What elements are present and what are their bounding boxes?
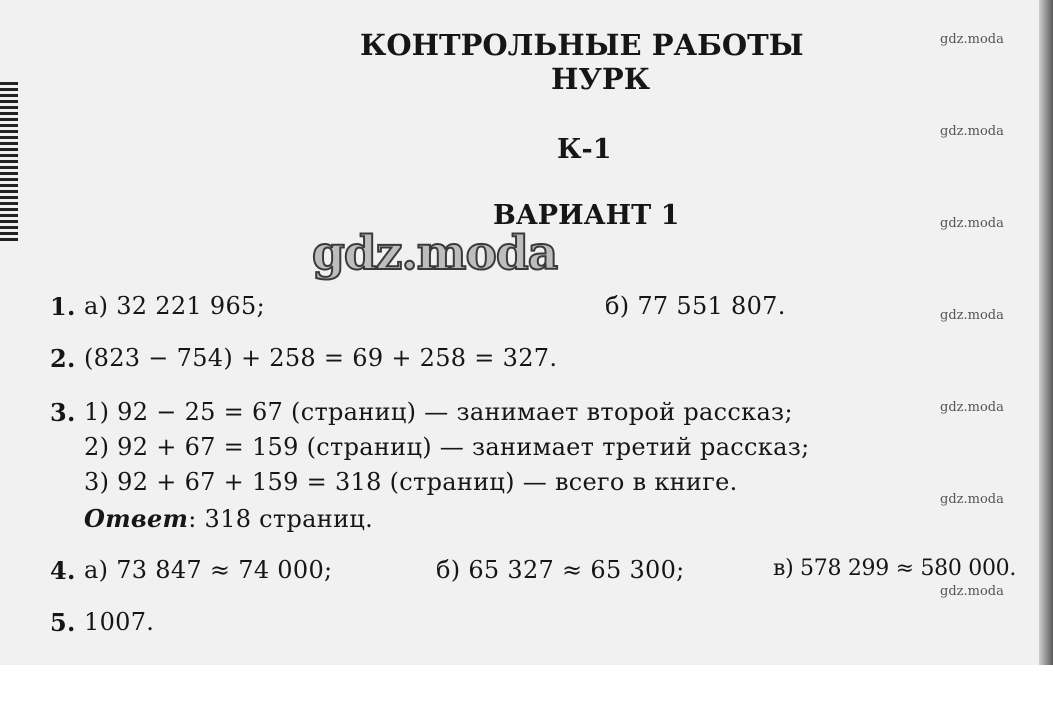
question-number: 1. [50, 292, 76, 321]
variant-label: ВАРИАНТ 1 [493, 200, 680, 231]
answer-1b: б) 77 551 807. [605, 292, 786, 320]
page-title: КОНТРОЛЬНЫЕ РАБОТЫ [360, 28, 804, 62]
question-number: 2. [50, 344, 76, 373]
question-number: 5. [50, 608, 76, 637]
answer-2: (823 − 754) + 258 = 69 + 258 = 327. [84, 344, 558, 372]
question-number: 4. [50, 556, 76, 585]
watermark-text: gdz.moda [940, 584, 1004, 599]
answer-value: : 318 страниц. [188, 505, 374, 533]
page-edge-shadow [1039, 0, 1053, 665]
watermark-text: gdz.moda [940, 400, 1004, 415]
binding-marks [0, 82, 18, 242]
page-subtitle: НУРК [551, 62, 651, 96]
answer-4c: в) 578 299 ≈ 580 000. [773, 556, 1017, 581]
watermark-text: gdz.moda [940, 216, 1004, 231]
answer-4a: а) 73 847 ≈ 74 000; [84, 556, 333, 584]
question-number: 3. [50, 398, 76, 427]
watermark-text: gdz.moda [940, 32, 1004, 47]
answer-5: 1007. [84, 608, 155, 636]
answer-3-step3: 3) 92 + 67 + 159 = 318 (страниц) — всего в книге. [84, 468, 738, 496]
answer-4b: б) 65 327 ≈ 65 300; [436, 556, 685, 584]
answer-3-step2: 2) 92 + 67 = 159 (страниц) — занимает третий рассказ; [84, 433, 810, 461]
watermark-text: gdz.moda [940, 124, 1004, 139]
section-label: К-1 [557, 134, 612, 165]
answer-label: Ответ [84, 504, 189, 533]
answer-3-final [84, 504, 373, 533]
watermark-text: gdz.moda [940, 492, 1004, 507]
answer-1a: а) 32 221 965; [84, 292, 266, 320]
watermark-logo: gdz.moda [312, 226, 558, 281]
answer-3-step1: 1) 92 − 25 = 67 (страниц) — занимает второй рассказ; [84, 398, 793, 426]
watermark-text: gdz.moda [940, 308, 1004, 323]
